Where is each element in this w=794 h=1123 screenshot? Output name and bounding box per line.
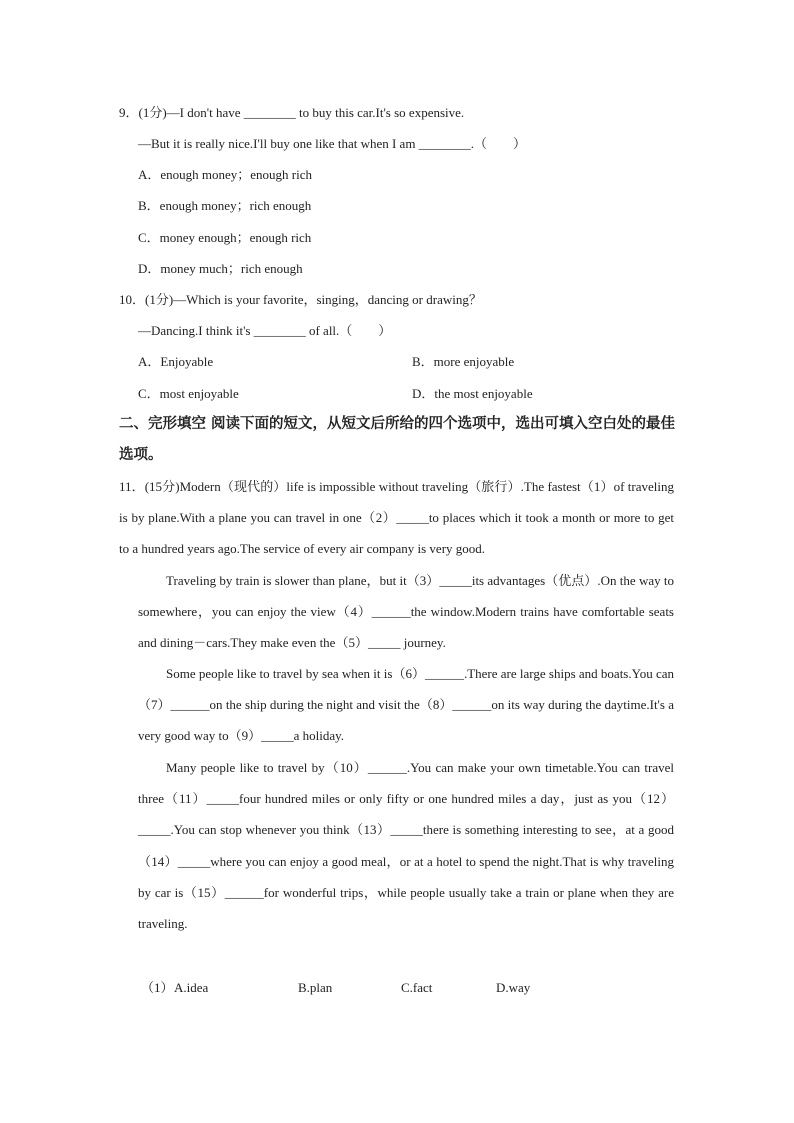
q11-paragraph-1-text: 11．(15分)Modern（现代的）life is impossible without traveling（旅行）.The fastest（1）of traveling is by plane.With a plane you can travel in one（2）_____to places which it took a month or more to get to a hundred years ago.The service of every air company is very good.: [119, 479, 674, 557]
choice-1-number: （1）: [141, 980, 174, 995]
choice-1-option-c: C.fact: [401, 980, 433, 995]
q10-option-a: A．Enjoyable: [138, 354, 214, 369]
q10-line2: —Dancing.I think it's ________ of all.（ ）: [138, 323, 392, 338]
q10-option-d: D．the most enjoyable: [412, 386, 533, 401]
q9-option-d: D．money much；rich enough: [138, 261, 303, 276]
q11-paragraph-2: [138, 565, 674, 659]
q10-option-b: B．more enjoyable: [412, 354, 515, 369]
q11-paragraph-4-text: Many people like to travel by（10）______.You can make your own timetable.You can travel three（11）_____four hundred miles or only fifty or one hundred miles a day，just as you（12）_____.You can stop whenever you think（13）_____there is something interesting to see，at a good（14）_____where you can enjoy a good meal，or at a hotel to spend the night.That is why traveling by car is（15）______for wonderful trips，while people usually take a train or plane when they are traveling.: [138, 760, 674, 932]
q11-paragraph-1: [119, 471, 674, 565]
q9-option-a: A．enough money；enough rich: [138, 167, 313, 182]
q11-paragraph-2-text: Traveling by train is slower than plane，but it（3）_____its advantages（优点）.On the way to somewhere，you can enjoy the view（4）______the window.Modern trains have comfortable seats and dining－cars.They make even the（5）_____ journey.: [138, 573, 674, 651]
choice-1-option-b: B.plan: [298, 980, 333, 995]
choice-1-option-d: D.way: [496, 980, 531, 995]
section-heading: 二、完形填空 阅读下面的短文，从短文后所给的四个选项中，选出可填入空白处的最佳选项。: [119, 416, 676, 463]
q9-stem: 9．(1分)—I don't have ________ to buy this car.It's so expensive.: [119, 105, 465, 120]
choice-1-option-a: A.idea: [174, 980, 209, 995]
q10-stem: 10．(1分)—Which is your favorite，singing，dancing or drawing？: [119, 292, 482, 307]
q11-paragraph-4: [138, 752, 674, 939]
q9-option-b: B．enough money；rich enough: [138, 198, 312, 213]
q11-paragraph-3: [138, 658, 674, 752]
q9-line2: —But it is really nice.I'll buy one like that when I am ________.（ ）: [138, 136, 526, 151]
q9-option-c: C．money enough；enough rich: [138, 230, 312, 245]
q10-option-c: C．most enjoyable: [138, 386, 239, 401]
q11-paragraph-3-text: Some people like to travel by sea when it is（6）______.There are large ships and boats.You can（7）______on the ship during the night and visit the（8）______on its way during the daytime.It's a very good way to（9）_____a holiday.: [138, 666, 674, 744]
